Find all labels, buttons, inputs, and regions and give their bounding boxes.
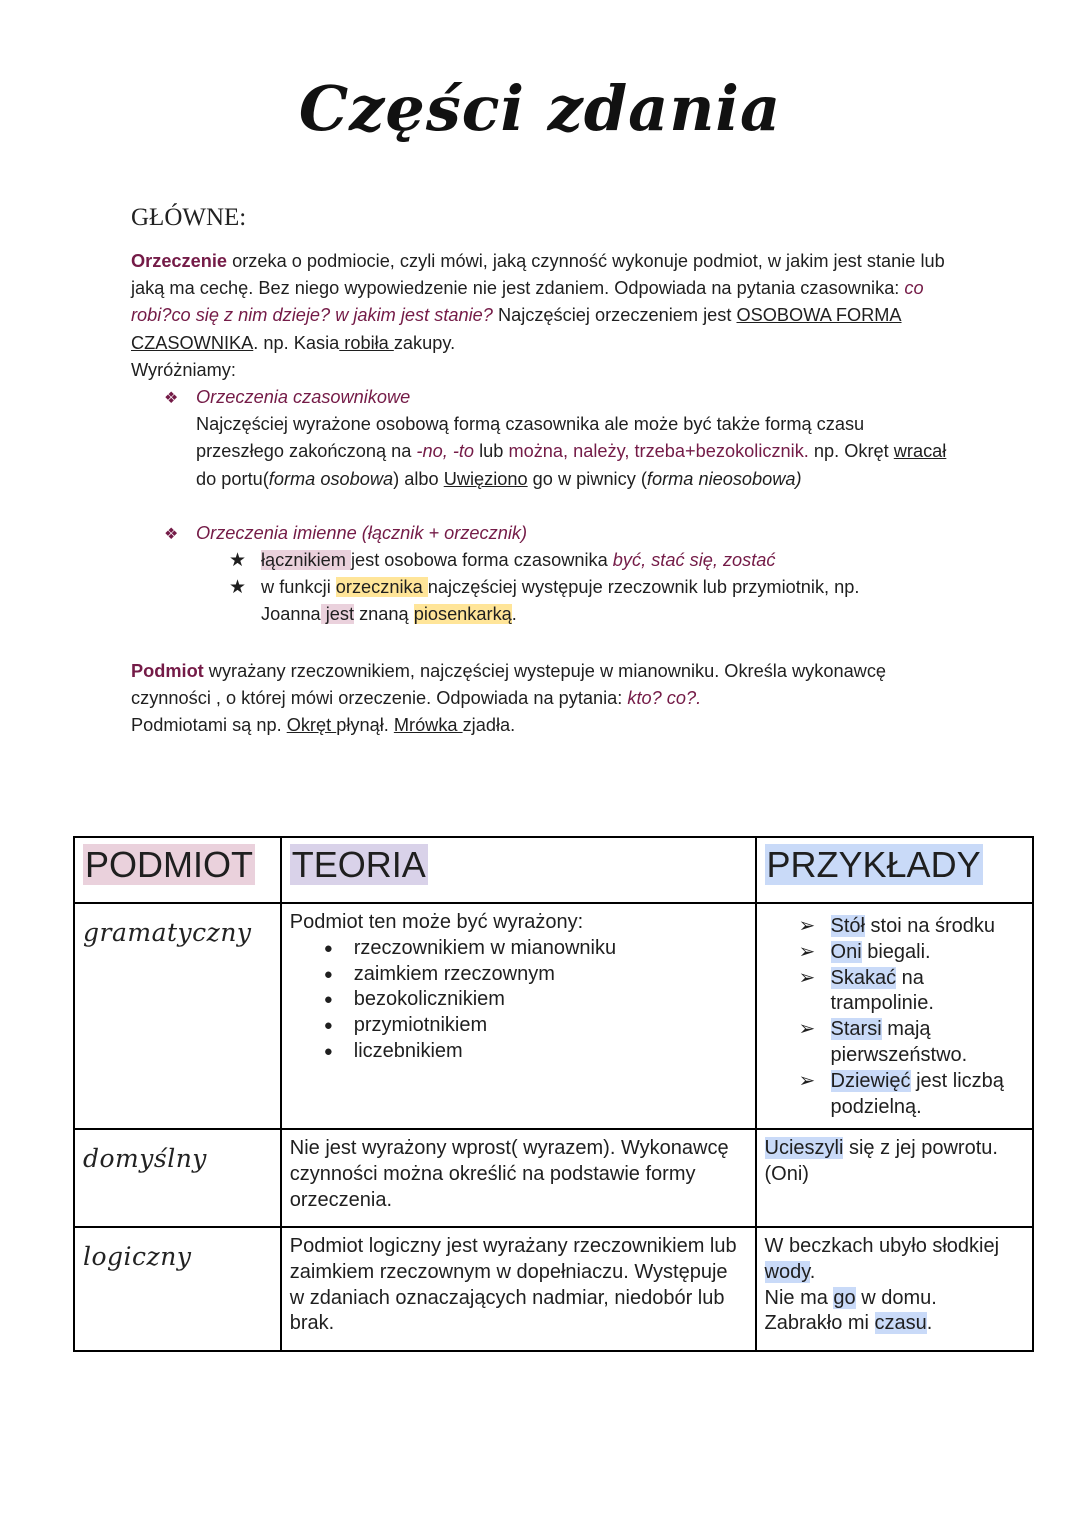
list-item: ● zaimkiem rzeczownym xyxy=(354,962,747,988)
imienne-item xyxy=(196,520,956,547)
text: . np. Kasia xyxy=(253,332,340,353)
list-item: ● przymiotnikiem xyxy=(354,1013,747,1039)
example-subject: wody xyxy=(764,1260,810,1283)
endings: -no, -to xyxy=(416,441,475,462)
list-item xyxy=(831,1017,1024,1069)
text: Najczęściej wyrażone osobową formą czasownika ale może być także formą czasu przeszłego zakończoną na xyxy=(196,414,865,462)
example-wracal: wracał xyxy=(893,441,947,462)
table-cell xyxy=(281,1129,756,1227)
text: Zabrakło mi xyxy=(764,1312,875,1335)
example-subject: Skakać xyxy=(830,966,897,989)
text: jest osobowa forma czasownika xyxy=(350,550,613,570)
example-okret: Okręt xyxy=(286,715,337,736)
table-cell xyxy=(281,1227,756,1351)
star-icon xyxy=(229,547,246,574)
orzeczenie-questions: co robi?co się z nim dzieje? w jakim jest stanie? xyxy=(131,278,924,326)
text: lub xyxy=(474,441,509,462)
table-cell xyxy=(281,903,756,1129)
table-header-row xyxy=(74,837,1033,903)
row-label: domyślny xyxy=(83,1144,207,1173)
note: forma nieosobowa) xyxy=(646,468,802,489)
example-subject: Ucieszyli xyxy=(764,1137,844,1159)
text: zjadła. xyxy=(462,715,516,736)
examples-list xyxy=(765,914,1024,1120)
table-cell xyxy=(74,1129,281,1227)
text: na trampolinie. xyxy=(830,966,934,1015)
row-label: gramatyczny xyxy=(83,918,252,947)
list-item xyxy=(831,966,1024,1018)
table-cell xyxy=(756,1129,1033,1227)
header-cell xyxy=(74,837,281,903)
theory-list xyxy=(290,936,747,1065)
note: forma osobowa xyxy=(268,468,394,489)
header-przyklady: PRZYKŁADY xyxy=(766,844,981,885)
orzeczenie-paragraph xyxy=(131,248,961,384)
text: Joanna xyxy=(261,604,321,625)
example-subject: Starsi xyxy=(830,1018,882,1041)
example-subject: go xyxy=(833,1286,856,1309)
lacznik-line xyxy=(261,547,961,574)
header-cell xyxy=(281,837,756,903)
list-item xyxy=(831,940,1024,966)
text: np. Okręt xyxy=(808,441,894,462)
example-orzecznik: piosenkarką xyxy=(413,604,512,625)
list-item: ● rzeczownikiem w mianowniku xyxy=(354,936,747,962)
osobowa-forma: OSOBOWA FORMA CZASOWNIKA xyxy=(131,305,902,353)
lacznik-verbs: być, stać się, zostać xyxy=(612,550,776,570)
example-uwieziono: Uwięziono xyxy=(443,468,528,489)
text: do portu( xyxy=(196,468,269,489)
imienne-bullet xyxy=(164,520,178,548)
text: go w piwnicy ( xyxy=(527,468,647,489)
example-lacznik: jest xyxy=(320,604,355,625)
star-icon xyxy=(229,574,246,601)
header-teoria: TEORIA xyxy=(291,844,426,885)
text: zakupy. xyxy=(393,332,456,353)
podmiot-paragraph xyxy=(131,658,961,740)
podmiot-term: Podmiot xyxy=(131,661,204,681)
list-item xyxy=(831,1069,1024,1121)
orzeczenie-term: Orzeczenie xyxy=(131,251,228,271)
orzecznik-line xyxy=(261,574,961,628)
row-label: logiczny xyxy=(83,1242,192,1271)
text: ) albo xyxy=(393,468,444,489)
text: Podmiotami są np. xyxy=(131,715,287,736)
example-subject: czasu xyxy=(874,1312,927,1335)
text: się z jej powrotu. (Oni) xyxy=(764,1137,998,1185)
table-cell xyxy=(756,903,1033,1129)
theory-text: Podmiot logiczny jest wyrażany rzeczownikiem lub zaimkiem rzeczownym w dopełniaczu. Występuje w zdaniach oznaczających nadmiar, niedobór lub brak. xyxy=(289,1235,737,1335)
example-mrowka: Mrówka xyxy=(393,715,463,736)
text: Najczęściej orzeczeniem jest xyxy=(492,305,737,326)
text: stoi na środku xyxy=(864,915,996,937)
diamond-icon: ❖ xyxy=(164,390,179,407)
text: jest liczbą podzielną. xyxy=(830,1069,1004,1118)
table-cell xyxy=(74,1227,281,1351)
theory-text: Nie jest wyrażony wprost( wyrazem). Wykonawcę czynności można określić na podstawie formy orzeczenia. xyxy=(289,1137,729,1211)
header-cell xyxy=(756,837,1033,903)
text: znaną xyxy=(354,604,414,625)
list-item xyxy=(831,914,1024,940)
czasownikowe-bullet xyxy=(164,384,178,412)
example-subject: Stół xyxy=(830,915,865,937)
example-subject: Oni xyxy=(830,940,862,963)
text: najczęściej występuje rzeczownik lub przymiotnik, np. xyxy=(427,577,860,597)
orzecznik-highlight: orzecznika xyxy=(335,577,428,597)
imienne-label: Orzeczenia imienne (łącznik + orzecznik) xyxy=(196,523,528,543)
table-row xyxy=(74,1227,1033,1351)
text: W beczkach ubyło słodkiej xyxy=(764,1235,1000,1257)
text: płynął. xyxy=(336,715,394,736)
page-title: Części zdania xyxy=(298,72,782,145)
list-item: ● bezokolicznikiem xyxy=(354,987,747,1013)
example-subject: Dziewięć xyxy=(830,1069,911,1092)
example-verb: robiła xyxy=(339,332,394,353)
section-heading: GŁÓWNE: xyxy=(131,204,247,231)
modals: można, należy, trzeba+bezokolicznik. xyxy=(508,441,809,462)
text: wyrażany rzeczownikiem, najczęściej wystepuje w mianowniku. Określa wykonawcę czynności , o której mówi orzeczenie. Odpowiada na pytania: xyxy=(131,661,887,709)
text: . xyxy=(926,1312,933,1335)
table-cell xyxy=(74,903,281,1129)
podmiot-table xyxy=(73,836,1034,1352)
text: w domu. xyxy=(855,1286,937,1309)
star-icon: ★ xyxy=(229,577,247,598)
text: mają pierwszeństwo. xyxy=(830,1018,968,1066)
text: . xyxy=(511,604,517,625)
podmiot-questions: kto? co?. xyxy=(627,688,702,709)
text: w funkcji xyxy=(261,577,336,597)
theory-intro: Podmiot ten może być wyrażony: xyxy=(289,911,584,933)
diamond-icon: ❖ xyxy=(164,526,179,543)
list-item: ● liczebnikiem xyxy=(354,1039,747,1065)
header-podmiot: PODMIOT xyxy=(85,844,253,885)
wyrozniamy: Wyróżniamy: xyxy=(131,359,236,380)
text: Nie ma xyxy=(764,1286,834,1309)
czasownikowe-label: Orzeczenia czasownikowe xyxy=(196,387,411,407)
czasownikowe-item xyxy=(196,384,956,493)
lacznik-highlight: łącznikiem xyxy=(261,550,351,570)
text: orzeka o podmiocie, czyli mówi, jaką czynność wykonuje podmiot, w jakim jest stanie lub jaką ma cechę. Bez niego wypowiedzenie nie jest zdaniem. Odpowiada na pytania czasownika: xyxy=(131,251,945,299)
star-icon: ★ xyxy=(229,550,247,571)
table-row xyxy=(74,903,1033,1129)
text: biegali. xyxy=(861,940,931,963)
table-cell xyxy=(756,1227,1033,1351)
text: . xyxy=(809,1260,816,1283)
table-row xyxy=(74,1129,1033,1227)
